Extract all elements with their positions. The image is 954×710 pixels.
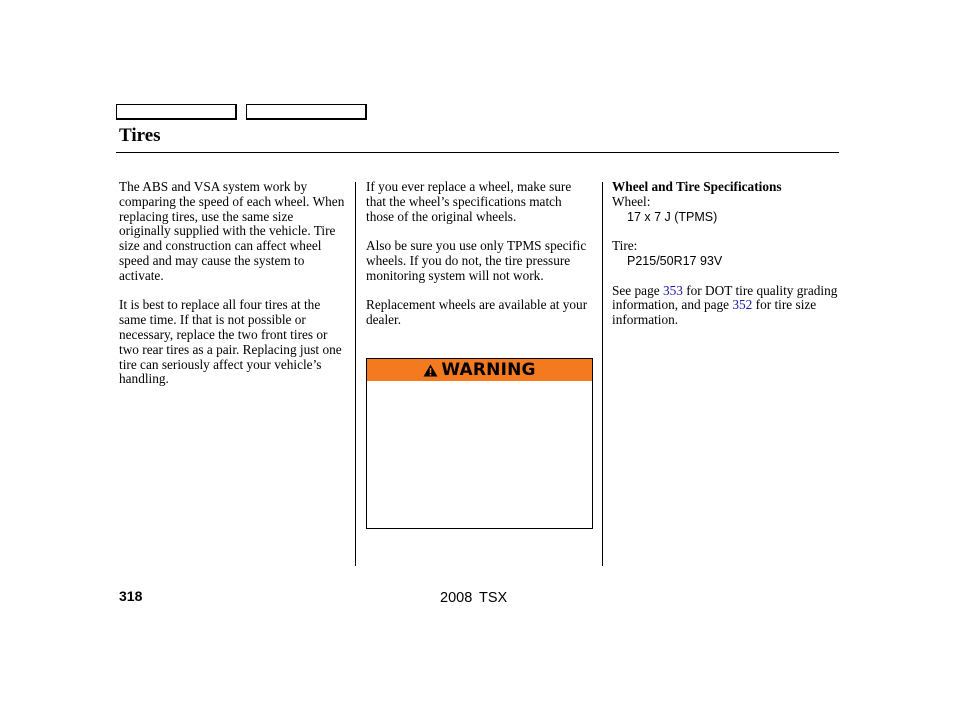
tire-label: Tire:: [612, 238, 638, 254]
page-number: 318: [119, 588, 143, 604]
warning-header: [367, 359, 592, 381]
abs-vsa-paragraph: The ABS and VSA system work by comparing the speed of each wheel. When replacing tires, use the same size originally supplied with the vehicle. Tire size and construction can affect wheel speed and may cause the system to activate.: [119, 179, 345, 283]
see-suffix: for tire size information.: [612, 297, 817, 328]
warning-triangle-icon: [423, 364, 438, 377]
tpms-wheels-paragraph: Also be sure you use only TPMS specific wheels. If you do not, the tire pressure monitoring system will not work.: [366, 238, 587, 283]
see-page-text: [612, 284, 842, 328]
page-353-link[interactable]: 353: [662, 282, 683, 298]
see-prefix: See page: [612, 282, 663, 298]
column-right: [612, 180, 842, 328]
warning-box: [366, 358, 593, 529]
column-divider-1: [355, 182, 356, 566]
column-divider-2: [602, 182, 603, 566]
column-middle: [366, 180, 592, 343]
column-left: [119, 180, 345, 402]
warning-label: WARNING: [441, 360, 536, 380]
nav-tab-left[interactable]: [116, 104, 237, 120]
dealer-paragraph: Replacement wheels are available at your dealer.: [366, 297, 588, 328]
see-middle: for DOT tire quality grading information, and page: [612, 282, 838, 313]
tire-value: P215/50R17 93V: [627, 253, 723, 268]
replace-wheel-paragraph: If you ever replace a wheel, make sure that the wheel’s specifications match those of the original wheels.: [366, 179, 572, 224]
nav-tab-right[interactable]: [246, 104, 367, 120]
wheel-label: Wheel:: [612, 193, 651, 209]
footer-model: 2008 TSX: [440, 590, 508, 606]
replace-tires-paragraph: It is best to replace all four tires at the same time. If that is not possible or necessary, replace the two front tires or two rear tires as a pair. Replacing just one tire can seriously affect your vehicle’s handling.: [119, 297, 342, 387]
spec-heading: Wheel and Tire Specifications: [612, 179, 782, 194]
wheel-value: 17 x 7 J (TPMS): [627, 209, 718, 224]
title-divider: [116, 152, 839, 153]
page-title: Tires: [119, 125, 161, 146]
page-352-link[interactable]: 352: [732, 297, 753, 313]
